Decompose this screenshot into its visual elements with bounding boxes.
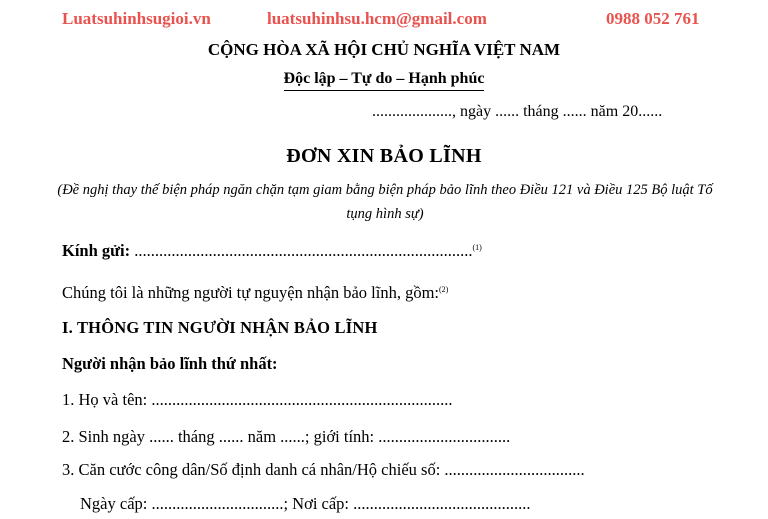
document-title: ĐƠN XIN BẢO LĨNH xyxy=(286,145,482,167)
header-website[interactable]: Luatsuhinhsugioi.vn xyxy=(62,9,211,28)
footnote-ref-2: (2) xyxy=(439,285,449,294)
recipient-label: Kính gửi: xyxy=(62,241,131,260)
recipient-blank: .................................................................................. xyxy=(130,241,473,260)
field-issue-date-place: Ngày cấp: ................................; Nơi cấp: ........................................... xyxy=(80,494,531,513)
intro-line xyxy=(62,283,448,303)
recipient-line xyxy=(62,241,482,261)
footnote-ref-1: (1) xyxy=(472,243,482,252)
field-birth-date-gender: 2. Sinh ngày ...... tháng ...... năm ......; giới tính: ................................ xyxy=(62,427,511,446)
national-title: CỘNG HÒA XÃ HỘI CHỦ NGHĨA VIỆT NAM xyxy=(207,40,561,59)
field-full-name: 1. Họ và tên: ......................................................................... xyxy=(62,390,453,409)
national-motto: Độc lập – Tự do – Hạnh phúc xyxy=(284,70,485,91)
motto-container xyxy=(0,70,768,91)
header-phone[interactable]: 0988 052 761 xyxy=(606,9,700,28)
field-id-number: 3. Căn cước công dân/Số định danh cá nhân/Hộ chiếu số: .................................. xyxy=(62,460,585,479)
intro-text: Chúng tôi là những người tự nguyện nhận bảo lĩnh, gồm: xyxy=(62,283,439,302)
date-line: ...................., ngày ...... tháng ...... năm 20...... xyxy=(372,103,663,120)
section-heading-1: I. THÔNG TIN NGƯỜI NHẬN BẢO LĨNH xyxy=(62,318,378,337)
header-email[interactable]: luatsuhinhsu.hcm@gmail.com xyxy=(267,9,487,28)
document-subtitle: (Đề nghị thay thế biện pháp ngăn chặn tạm giam bằng biện pháp bảo lĩnh theo Điều 121 và Điều 125 Bộ luật Tố tụng hình sự) xyxy=(57,182,713,222)
first-guarantor-heading: Người nhận bảo lĩnh thứ nhất: xyxy=(62,354,278,373)
